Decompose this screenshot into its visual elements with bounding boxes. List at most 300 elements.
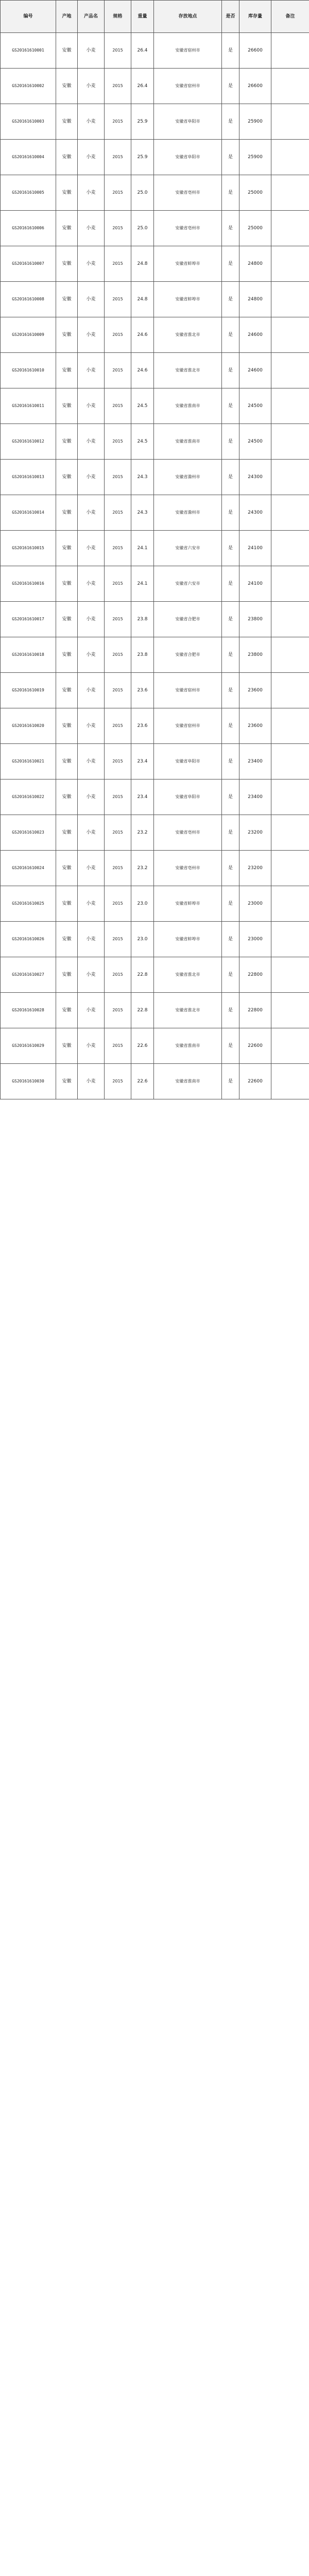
product-cell: 小麦 xyxy=(78,1028,105,1064)
row-id-cell: GS20161610028 xyxy=(1,993,56,1028)
origin-cell: 安徽 xyxy=(56,851,78,886)
origin-cell: 安徽 xyxy=(56,637,78,673)
weight-cell: 25.9 xyxy=(131,140,154,175)
location-cell: 安徽省宿州市 xyxy=(154,708,222,744)
origin-cell: 安徽 xyxy=(56,602,78,637)
table-row xyxy=(1,851,309,886)
spec-cell: 2015 xyxy=(105,69,131,104)
quantity-cell: 24800 xyxy=(239,246,271,282)
weight-cell: 24.1 xyxy=(131,566,154,602)
product-cell: 小麦 xyxy=(78,33,105,69)
quantity-cell: 25900 xyxy=(239,104,271,140)
origin-cell: 安徽 xyxy=(56,922,78,957)
origin-cell: 安徽 xyxy=(56,708,78,744)
row-id-cell: GS20161610023 xyxy=(1,815,56,851)
weight-cell: 25.0 xyxy=(131,211,154,246)
location-cell: 安徽省阜阳市 xyxy=(154,744,222,779)
origin-cell: 安徽 xyxy=(56,353,78,388)
flag-cell: 是 xyxy=(222,602,239,637)
note-cell xyxy=(271,957,309,993)
note-cell xyxy=(271,246,309,282)
row-id-cell: GS20161610011 xyxy=(1,388,56,424)
origin-cell: 安徽 xyxy=(56,211,78,246)
flag-cell: 是 xyxy=(222,211,239,246)
table-row xyxy=(1,317,309,353)
row-id-cell: GS20161610022 xyxy=(1,779,56,815)
location-cell: 安徽省亳州市 xyxy=(154,851,222,886)
note-cell xyxy=(271,744,309,779)
flag-cell: 是 xyxy=(222,460,239,495)
product-cell: 小麦 xyxy=(78,460,105,495)
note-cell xyxy=(271,140,309,175)
table-row xyxy=(1,673,309,708)
note-cell xyxy=(271,922,309,957)
table-row xyxy=(1,282,309,317)
spec-cell: 2015 xyxy=(105,495,131,531)
origin-cell: 安徽 xyxy=(56,282,78,317)
product-cell: 小麦 xyxy=(78,282,105,317)
table-row xyxy=(1,708,309,744)
product-cell: 小麦 xyxy=(78,353,105,388)
spec-cell: 2015 xyxy=(105,744,131,779)
note-cell xyxy=(271,886,309,922)
product-cell: 小麦 xyxy=(78,637,105,673)
flag-cell: 是 xyxy=(222,317,239,353)
row-id-cell: GS20161610008 xyxy=(1,282,56,317)
note-cell xyxy=(271,851,309,886)
row-id-cell: GS20161610027 xyxy=(1,957,56,993)
table-row xyxy=(1,388,309,424)
row-id-cell: GS20161610025 xyxy=(1,886,56,922)
weight-cell: 24.3 xyxy=(131,460,154,495)
location-cell: 安徽省淮北市 xyxy=(154,957,222,993)
weight-cell: 24.6 xyxy=(131,317,154,353)
table-header xyxy=(1,1,309,33)
flag-cell: 是 xyxy=(222,993,239,1028)
note-cell xyxy=(271,673,309,708)
note-cell xyxy=(271,708,309,744)
location-cell: 安徽省阜阳市 xyxy=(154,104,222,140)
quantity-cell: 23400 xyxy=(239,744,271,779)
location-cell: 安徽省六安市 xyxy=(154,531,222,566)
location-cell: 安徽省合肥市 xyxy=(154,602,222,637)
header-row xyxy=(1,1,309,33)
spec-cell: 2015 xyxy=(105,1064,131,1099)
location-cell: 安徽省宿州市 xyxy=(154,69,222,104)
spec-cell: 2015 xyxy=(105,851,131,886)
header-cell: 存放地点 xyxy=(154,1,222,33)
location-cell: 安徽省淮北市 xyxy=(154,353,222,388)
row-id-cell: GS20161610001 xyxy=(1,33,56,69)
flag-cell: 是 xyxy=(222,922,239,957)
origin-cell: 安徽 xyxy=(56,993,78,1028)
origin-cell: 安徽 xyxy=(56,957,78,993)
row-id-cell: GS20161610030 xyxy=(1,1064,56,1099)
product-cell: 小麦 xyxy=(78,851,105,886)
product-cell: 小麦 xyxy=(78,744,105,779)
table-row xyxy=(1,637,309,673)
location-cell: 安徽省蚌埠市 xyxy=(154,246,222,282)
product-cell: 小麦 xyxy=(78,673,105,708)
origin-cell: 安徽 xyxy=(56,815,78,851)
product-cell: 小麦 xyxy=(78,495,105,531)
quantity-cell: 24600 xyxy=(239,353,271,388)
row-id-cell: GS20161610013 xyxy=(1,460,56,495)
table-row xyxy=(1,353,309,388)
spec-cell: 2015 xyxy=(105,460,131,495)
quantity-cell: 26600 xyxy=(239,69,271,104)
product-cell: 小麦 xyxy=(78,602,105,637)
table-row xyxy=(1,1028,309,1064)
quantity-cell: 24300 xyxy=(239,460,271,495)
origin-cell: 安徽 xyxy=(56,140,78,175)
location-cell: 安徽省亳州市 xyxy=(154,211,222,246)
flag-cell: 是 xyxy=(222,744,239,779)
table-row xyxy=(1,1064,309,1099)
flag-cell: 是 xyxy=(222,388,239,424)
spec-cell: 2015 xyxy=(105,531,131,566)
flag-cell: 是 xyxy=(222,779,239,815)
origin-cell: 安徽 xyxy=(56,104,78,140)
quantity-cell: 24500 xyxy=(239,424,271,460)
origin-cell: 安徽 xyxy=(56,424,78,460)
location-cell: 安徽省淮北市 xyxy=(154,993,222,1028)
table-row xyxy=(1,211,309,246)
quantity-cell: 23400 xyxy=(239,779,271,815)
note-cell xyxy=(271,993,309,1028)
origin-cell: 安徽 xyxy=(56,779,78,815)
location-cell: 安徽省滁州市 xyxy=(154,460,222,495)
weight-cell: 23.6 xyxy=(131,673,154,708)
note-cell xyxy=(271,33,309,69)
flag-cell: 是 xyxy=(222,175,239,211)
quantity-cell: 25000 xyxy=(239,175,271,211)
table-row xyxy=(1,140,309,175)
location-cell: 安徽省蚌埠市 xyxy=(154,922,222,957)
table-row xyxy=(1,744,309,779)
table-row xyxy=(1,104,309,140)
origin-cell: 安徽 xyxy=(56,531,78,566)
header-cell: 库存量 xyxy=(239,1,271,33)
spec-cell: 2015 xyxy=(105,566,131,602)
quantity-cell: 23800 xyxy=(239,637,271,673)
row-id-cell: GS20161610026 xyxy=(1,922,56,957)
quantity-cell: 24500 xyxy=(239,388,271,424)
location-cell: 安徽省亳州市 xyxy=(154,815,222,851)
note-cell xyxy=(271,779,309,815)
header-cell: 备注 xyxy=(271,1,309,33)
weight-cell: 25.0 xyxy=(131,175,154,211)
origin-cell: 安徽 xyxy=(56,69,78,104)
weight-cell: 23.0 xyxy=(131,922,154,957)
note-cell xyxy=(271,815,309,851)
weight-cell: 23.4 xyxy=(131,779,154,815)
quantity-cell: 22800 xyxy=(239,957,271,993)
weight-cell: 23.2 xyxy=(131,851,154,886)
product-cell: 小麦 xyxy=(78,69,105,104)
spec-cell: 2015 xyxy=(105,424,131,460)
origin-cell: 安徽 xyxy=(56,388,78,424)
spec-cell: 2015 xyxy=(105,211,131,246)
row-id-cell: GS20161610019 xyxy=(1,673,56,708)
table-row xyxy=(1,815,309,851)
weight-cell: 23.6 xyxy=(131,708,154,744)
quantity-cell: 23200 xyxy=(239,851,271,886)
quantity-cell: 23600 xyxy=(239,708,271,744)
quantity-cell: 25000 xyxy=(239,211,271,246)
product-cell: 小麦 xyxy=(78,531,105,566)
location-cell: 安徽省蚌埠市 xyxy=(154,886,222,922)
row-id-cell: GS20161610002 xyxy=(1,69,56,104)
quantity-cell: 24300 xyxy=(239,495,271,531)
product-cell: 小麦 xyxy=(78,104,105,140)
note-cell xyxy=(271,1064,309,1099)
weight-cell: 24.5 xyxy=(131,424,154,460)
quantity-cell: 23000 xyxy=(239,886,271,922)
location-cell: 安徽省淮南市 xyxy=(154,388,222,424)
product-cell: 小麦 xyxy=(78,424,105,460)
origin-cell: 安徽 xyxy=(56,495,78,531)
header-cell: 产品名 xyxy=(78,1,105,33)
note-cell xyxy=(271,317,309,353)
table-row xyxy=(1,246,309,282)
table-row xyxy=(1,175,309,211)
quantity-cell: 26600 xyxy=(239,33,271,69)
origin-cell: 安徽 xyxy=(56,175,78,211)
row-id-cell: GS20161610004 xyxy=(1,140,56,175)
row-id-cell: GS20161610014 xyxy=(1,495,56,531)
location-cell: 安徽省宿州市 xyxy=(154,673,222,708)
row-id-cell: GS20161610006 xyxy=(1,211,56,246)
location-cell: 安徽省亳州市 xyxy=(154,175,222,211)
weight-cell: 22.6 xyxy=(131,1064,154,1099)
spec-cell: 2015 xyxy=(105,886,131,922)
flag-cell: 是 xyxy=(222,1028,239,1064)
weight-cell: 24.1 xyxy=(131,531,154,566)
row-id-cell: GS20161610017 xyxy=(1,602,56,637)
spec-cell: 2015 xyxy=(105,815,131,851)
weight-cell: 23.4 xyxy=(131,744,154,779)
row-id-cell: GS20161610024 xyxy=(1,851,56,886)
row-id-cell: GS20161610015 xyxy=(1,531,56,566)
flag-cell: 是 xyxy=(222,531,239,566)
note-cell xyxy=(271,495,309,531)
note-cell xyxy=(271,282,309,317)
spec-cell: 2015 xyxy=(105,104,131,140)
quantity-cell: 23600 xyxy=(239,673,271,708)
table-row xyxy=(1,993,309,1028)
weight-cell: 25.9 xyxy=(131,104,154,140)
note-cell xyxy=(271,637,309,673)
origin-cell: 安徽 xyxy=(56,317,78,353)
weight-cell: 22.8 xyxy=(131,957,154,993)
product-cell: 小麦 xyxy=(78,211,105,246)
product-cell: 小麦 xyxy=(78,388,105,424)
weight-cell: 23.0 xyxy=(131,886,154,922)
weight-cell: 22.6 xyxy=(131,1028,154,1064)
flag-cell: 是 xyxy=(222,637,239,673)
note-cell xyxy=(271,1028,309,1064)
header-cell: 是否 xyxy=(222,1,239,33)
note-cell xyxy=(271,566,309,602)
spec-cell: 2015 xyxy=(105,353,131,388)
location-cell: 安徽省阜阳市 xyxy=(154,779,222,815)
quantity-cell: 22600 xyxy=(239,1064,271,1099)
note-cell xyxy=(271,353,309,388)
row-id-cell: GS20161610010 xyxy=(1,353,56,388)
weight-cell: 24.3 xyxy=(131,495,154,531)
row-id-cell: GS20161610007 xyxy=(1,246,56,282)
flag-cell: 是 xyxy=(222,566,239,602)
origin-cell: 安徽 xyxy=(56,673,78,708)
table-row xyxy=(1,69,309,104)
spec-cell: 2015 xyxy=(105,779,131,815)
table-row xyxy=(1,33,309,69)
flag-cell: 是 xyxy=(222,815,239,851)
spec-cell: 2015 xyxy=(105,637,131,673)
flag-cell: 是 xyxy=(222,957,239,993)
location-cell: 安徽省淮南市 xyxy=(154,1028,222,1064)
spec-cell: 2015 xyxy=(105,708,131,744)
flag-cell: 是 xyxy=(222,33,239,69)
location-cell: 安徽省宿州市 xyxy=(154,33,222,69)
spec-cell: 2015 xyxy=(105,246,131,282)
weight-cell: 23.2 xyxy=(131,815,154,851)
note-cell xyxy=(271,531,309,566)
table-row xyxy=(1,460,309,495)
weight-cell: 24.8 xyxy=(131,246,154,282)
header-cell: 重量 xyxy=(131,1,154,33)
spec-cell: 2015 xyxy=(105,1028,131,1064)
product-cell: 小麦 xyxy=(78,957,105,993)
quantity-cell: 22800 xyxy=(239,993,271,1028)
spec-cell: 2015 xyxy=(105,175,131,211)
row-id-cell: GS20161610016 xyxy=(1,566,56,602)
weight-cell: 26.4 xyxy=(131,69,154,104)
origin-cell: 安徽 xyxy=(56,1028,78,1064)
table-row xyxy=(1,495,309,531)
product-cell: 小麦 xyxy=(78,815,105,851)
row-id-cell: GS20161610003 xyxy=(1,104,56,140)
spec-cell: 2015 xyxy=(105,922,131,957)
flag-cell: 是 xyxy=(222,708,239,744)
quantity-cell: 23800 xyxy=(239,602,271,637)
weight-cell: 23.8 xyxy=(131,637,154,673)
location-cell: 安徽省蚌埠市 xyxy=(154,282,222,317)
note-cell xyxy=(271,388,309,424)
table-row xyxy=(1,922,309,957)
spec-cell: 2015 xyxy=(105,957,131,993)
product-cell: 小麦 xyxy=(78,175,105,211)
quantity-cell: 24100 xyxy=(239,531,271,566)
table-row xyxy=(1,531,309,566)
origin-cell: 安徽 xyxy=(56,1064,78,1099)
weight-cell: 26.4 xyxy=(131,33,154,69)
location-cell: 安徽省淮北市 xyxy=(154,317,222,353)
origin-cell: 安徽 xyxy=(56,33,78,69)
origin-cell: 安徽 xyxy=(56,246,78,282)
product-cell: 小麦 xyxy=(78,886,105,922)
table-row xyxy=(1,424,309,460)
header-cell: 编号 xyxy=(1,1,56,33)
location-cell: 安徽省滁州市 xyxy=(154,495,222,531)
product-cell: 小麦 xyxy=(78,779,105,815)
product-cell: 小麦 xyxy=(78,317,105,353)
spec-cell: 2015 xyxy=(105,317,131,353)
product-cell: 小麦 xyxy=(78,1064,105,1099)
header-cell: 产地 xyxy=(56,1,78,33)
product-cell: 小麦 xyxy=(78,708,105,744)
location-cell: 安徽省六安市 xyxy=(154,566,222,602)
location-cell: 安徽省淮南市 xyxy=(154,424,222,460)
note-cell xyxy=(271,69,309,104)
origin-cell: 安徽 xyxy=(56,566,78,602)
flag-cell: 是 xyxy=(222,104,239,140)
product-cell: 小麦 xyxy=(78,246,105,282)
flag-cell: 是 xyxy=(222,851,239,886)
weight-cell: 24.6 xyxy=(131,353,154,388)
quantity-cell: 23000 xyxy=(239,922,271,957)
quantity-cell: 23200 xyxy=(239,815,271,851)
weight-cell: 23.8 xyxy=(131,602,154,637)
table-row xyxy=(1,957,309,993)
location-cell: 安徽省阜阳市 xyxy=(154,140,222,175)
note-cell xyxy=(271,211,309,246)
spec-cell: 2015 xyxy=(105,673,131,708)
product-cell: 小麦 xyxy=(78,566,105,602)
flag-cell: 是 xyxy=(222,69,239,104)
note-cell xyxy=(271,104,309,140)
flag-cell: 是 xyxy=(222,246,239,282)
note-cell xyxy=(271,175,309,211)
product-cell: 小麦 xyxy=(78,140,105,175)
header-cell: 规格 xyxy=(105,1,131,33)
location-cell: 安徽省合肥市 xyxy=(154,637,222,673)
quantity-cell: 24600 xyxy=(239,317,271,353)
location-cell: 安徽省淮南市 xyxy=(154,1064,222,1099)
spec-cell: 2015 xyxy=(105,993,131,1028)
quantity-cell: 25900 xyxy=(239,140,271,175)
inventory-table xyxy=(0,0,309,1099)
row-id-cell: GS20161610018 xyxy=(1,637,56,673)
product-cell: 小麦 xyxy=(78,993,105,1028)
spec-cell: 2015 xyxy=(105,602,131,637)
row-id-cell: GS20161610009 xyxy=(1,317,56,353)
table-row xyxy=(1,886,309,922)
quantity-cell: 22600 xyxy=(239,1028,271,1064)
origin-cell: 安徽 xyxy=(56,460,78,495)
spec-cell: 2015 xyxy=(105,140,131,175)
row-id-cell: GS20161610020 xyxy=(1,708,56,744)
quantity-cell: 24800 xyxy=(239,282,271,317)
row-id-cell: GS20161610012 xyxy=(1,424,56,460)
note-cell xyxy=(271,460,309,495)
flag-cell: 是 xyxy=(222,353,239,388)
row-id-cell: GS20161610029 xyxy=(1,1028,56,1064)
flag-cell: 是 xyxy=(222,886,239,922)
spec-cell: 2015 xyxy=(105,388,131,424)
weight-cell: 24.8 xyxy=(131,282,154,317)
origin-cell: 安徽 xyxy=(56,886,78,922)
table-row xyxy=(1,779,309,815)
flag-cell: 是 xyxy=(222,424,239,460)
table-body xyxy=(1,33,309,1099)
flag-cell: 是 xyxy=(222,282,239,317)
spec-cell: 2015 xyxy=(105,282,131,317)
flag-cell: 是 xyxy=(222,1064,239,1099)
origin-cell: 安徽 xyxy=(56,744,78,779)
table-row xyxy=(1,566,309,602)
